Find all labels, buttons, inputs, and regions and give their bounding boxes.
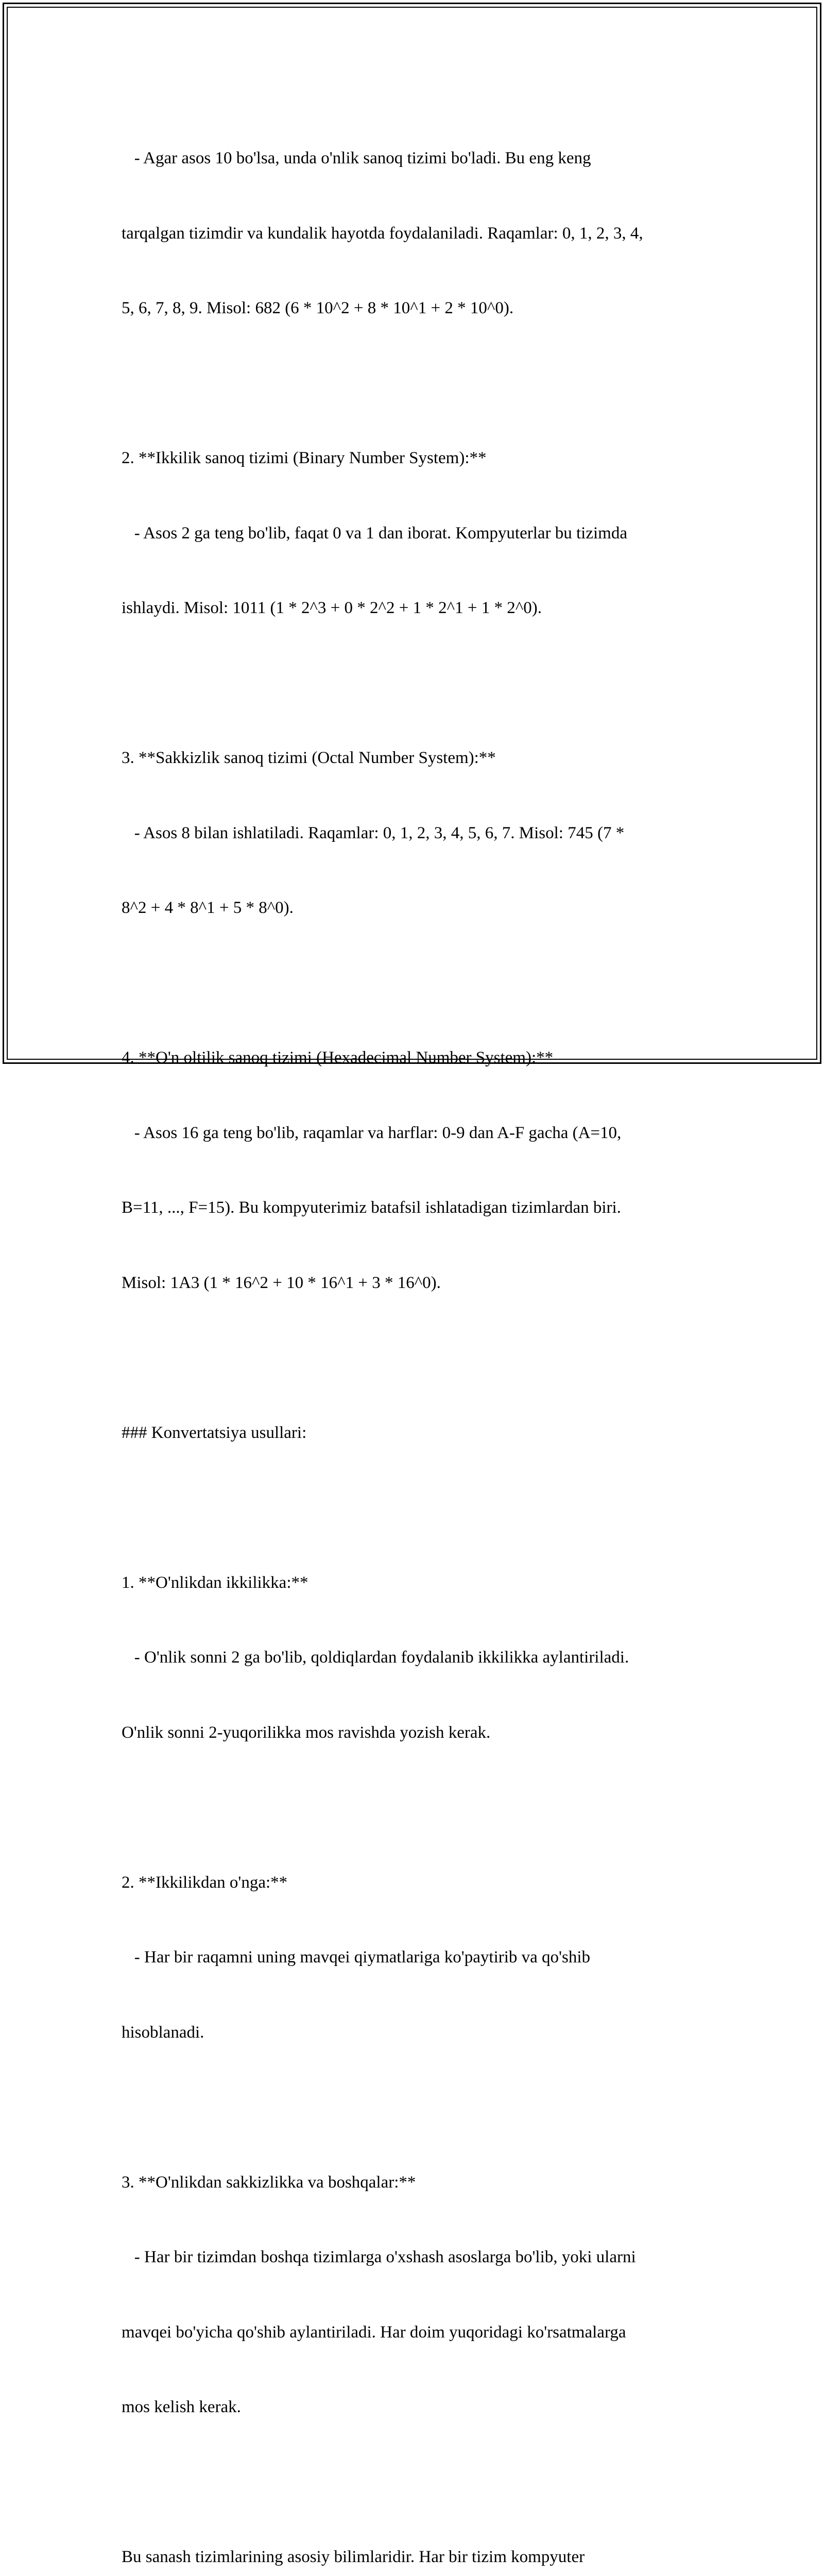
section-heading: 4. **O'n oltilik sanoq tizimi (Hexadecimal Number System):** xyxy=(122,1048,554,1067)
section-title: ### Konvertatsiya usullari: xyxy=(122,1423,307,1442)
section-heading: 2. **Ikkilik sanoq tizimi (Binary Number System):** xyxy=(122,449,487,467)
paragraph-hexadecimal-system xyxy=(122,995,709,1345)
text-line: Bu sanash tizimlarining asosiy bilimlaridir. Har bir tizim kompyuter xyxy=(122,2548,585,2566)
text-line: ishlaydi. Misol: 1011 (1 * 2^3 + 0 * 2^2 + 1 * 2^1 + 1 * 2^0). xyxy=(122,599,542,617)
paragraph-conclusion xyxy=(122,2495,709,2576)
text-line: hisoblanadi. xyxy=(122,2023,204,2042)
paragraph-decimal-to-binary xyxy=(122,1520,709,1795)
paragraph-conversion-heading xyxy=(122,1370,709,1496)
text-line: 8^2 + 4 * 8^1 + 5 * 8^0). xyxy=(122,899,294,917)
text-line: - Har bir tizimdan boshqa tizimlarga o'xshash asoslarga bo'lib, yoki ularni xyxy=(122,2248,636,2266)
text-line: tarqalgan tizimdir va kundalik hayotda foydalaniladi. Raqamlar: 0, 1, 2, 3, 4, xyxy=(122,224,643,243)
paragraph-binary-to-decimal xyxy=(122,1820,709,2095)
text-line: - Asos 16 ga teng bo'lib, raqamlar va harflar: 0-9 dan A-F gacha (A=10, xyxy=(122,1123,622,1142)
text-line: mos kelish kerak. xyxy=(122,2398,241,2416)
section-heading: 3. **Sakkizlik sanoq tizimi (Octal Number System):** xyxy=(122,749,496,767)
paragraph-decimal-to-octal xyxy=(122,2120,709,2470)
text-line: - Asos 8 bilan ishlatiladi. Raqamlar: 0, 1, 2, 3, 4, 5, 6, 7. Misol: 745 (7 * xyxy=(122,823,625,842)
text-line: 5, 6, 7, 8, 9. Misol: 682 (6 * 10^2 + 8 * 10^1 + 2 * 10^0). xyxy=(122,299,514,317)
text-line: B=11, ..., F=15). Bu kompyuterimiz batafsil ishlatadigan tizimlardan biri. xyxy=(122,1198,621,1217)
paragraph-binary-system xyxy=(122,396,709,671)
section-heading: 3. **O'nlikdan sakkizlikka va boshqalar:** xyxy=(122,2173,416,2192)
section-heading: 2. **Ikkilikdan o'nga:** xyxy=(122,1873,288,1892)
paragraph-octal-system xyxy=(122,696,709,971)
text-line: - Agar asos 10 bo'lsa, unda o'nlik sanoq tizimi bo'ladi. Bu eng keng xyxy=(122,149,591,167)
text-line: mavqei bo'yicha qo'shib aylantiriladi. Har doim yuqoridagi ko'rsatmalarga xyxy=(122,2323,626,2342)
paragraph-decimal-description xyxy=(122,96,709,371)
text-line: - O'nlik sonni 2 ga bo'lib, qoldiqlardan foydalanib ikkilikka aylantiriladi. xyxy=(122,1648,629,1667)
text-line: Misol: 1A3 (1 * 16^2 + 10 * 16^1 + 3 * 16^0). xyxy=(122,1273,441,1292)
document-body xyxy=(122,96,709,2576)
section-heading: 1. **O'nlikdan ikkilikka:** xyxy=(122,1573,308,1592)
text-line: - Asos 2 ga teng bo'lib, faqat 0 va 1 dan iborat. Kompyuterlar bu tizimda xyxy=(122,523,627,543)
text-line: - Har bir raqamni uning mavqei qiymatlariga ko'paytirib va qo'shib xyxy=(122,1948,590,1967)
text-line: O'nlik sonni 2-yuqorilikka mos ravishda yozish kerak. xyxy=(122,1723,491,1742)
